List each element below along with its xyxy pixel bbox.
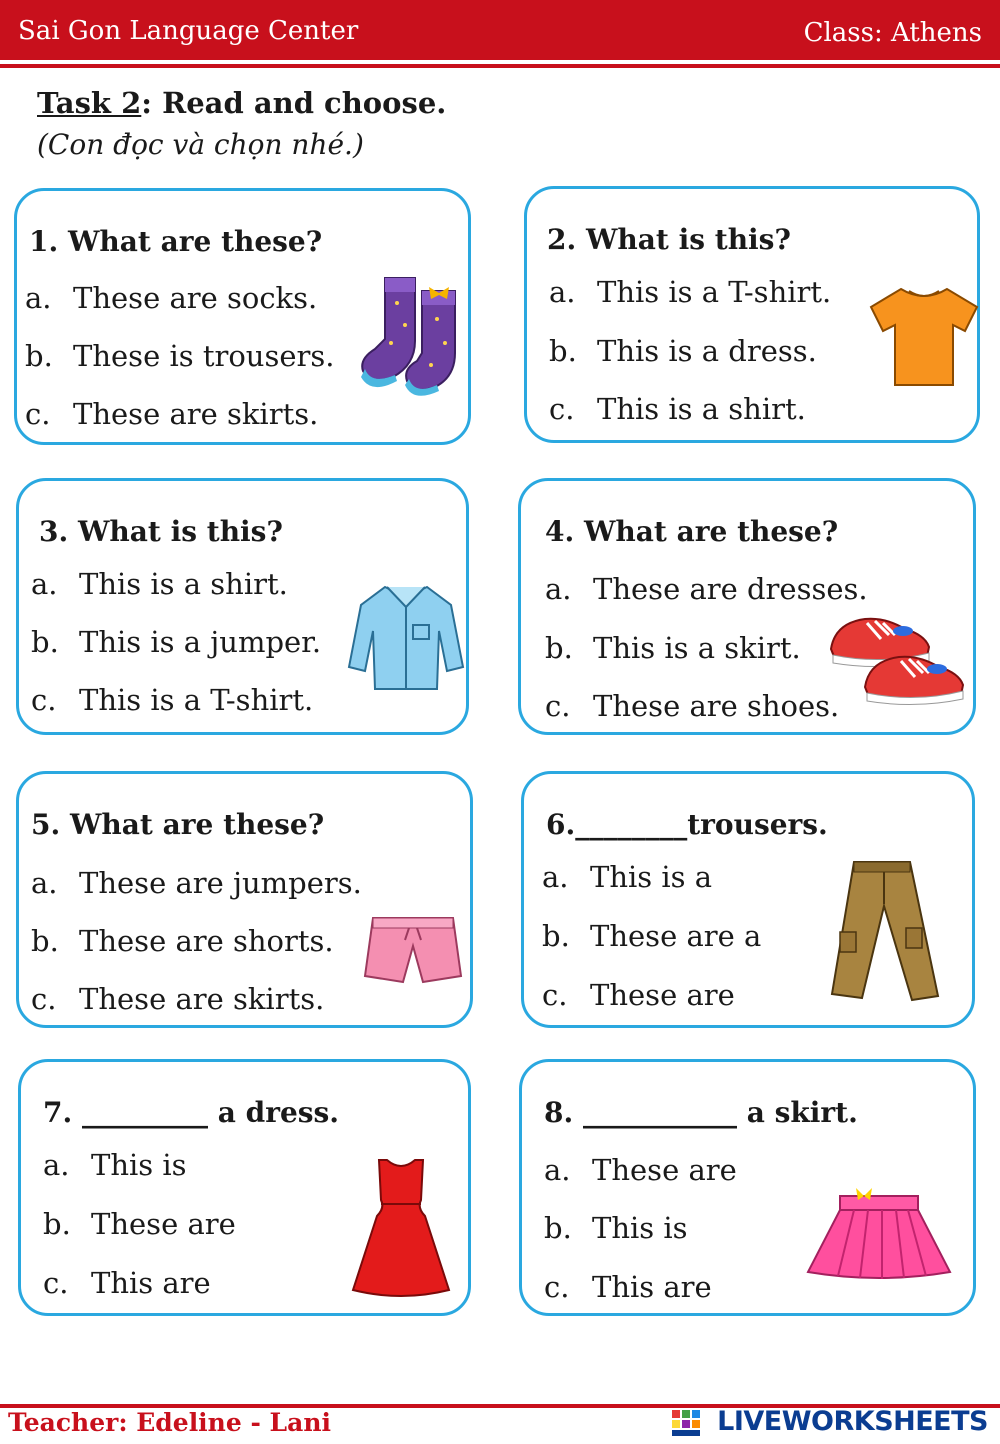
trousers-picture — [826, 858, 942, 1004]
option-c[interactable]: c. This is a T-shirt. — [31, 683, 314, 717]
tshirt-picture — [869, 285, 979, 390]
question-text: 1. What are these? — [29, 225, 323, 258]
school-name: Sai Gon Language Center — [18, 16, 359, 46]
question-card-4 — [518, 478, 976, 735]
task-subtitle: (Con đọc và chọn nhé.) — [37, 128, 364, 161]
shirt-picture — [347, 581, 465, 693]
option-b[interactable]: b. This is — [544, 1211, 688, 1245]
option-a[interactable]: a. This is a — [542, 860, 713, 894]
option-b[interactable]: b. This is a jumper. — [31, 625, 322, 659]
option-b[interactable]: b. This is a dress. — [549, 334, 817, 368]
question-card-3 — [16, 478, 469, 735]
class-label: Class: Athens — [803, 18, 982, 48]
option-c[interactable]: c. These are skirts. — [25, 397, 319, 431]
option-a[interactable]: a. These are dresses. — [545, 572, 868, 606]
dress-picture — [351, 1156, 451, 1302]
option-b[interactable]: b. These are shorts. — [31, 924, 334, 958]
option-c[interactable]: c. These are skirts. — [31, 982, 325, 1016]
option-a[interactable]: a. These are — [544, 1153, 737, 1187]
skirt-picture — [804, 1184, 954, 1282]
shoes-picture — [825, 609, 971, 709]
option-c[interactable]: c. This are — [544, 1270, 712, 1304]
task-number: Task 2 — [37, 86, 142, 120]
question-card-5 — [16, 771, 473, 1028]
option-c[interactable]: c. This are — [43, 1266, 211, 1300]
option-b[interactable]: b. This is a skirt. — [545, 631, 801, 665]
option-a[interactable]: a. This is a T-shirt. — [549, 275, 832, 309]
option-b[interactable]: b. These is trousers. — [25, 339, 335, 373]
question-text: 4. What are these? — [545, 515, 839, 548]
question-text: 6.________trousers. — [546, 808, 828, 841]
option-a[interactable]: a. This is — [43, 1148, 187, 1182]
option-c[interactable]: c. These are shoes. — [545, 689, 840, 723]
liveworksheets-logo-icon — [672, 1410, 700, 1436]
liveworksheets-brand[interactable]: LIVEWORKSHEETS — [717, 1406, 988, 1437]
question-card-6 — [521, 771, 975, 1028]
option-c[interactable]: c. This is a shirt. — [549, 392, 806, 426]
option-c[interactable]: c. These are — [542, 978, 735, 1012]
question-card-7 — [18, 1059, 471, 1316]
option-a[interactable]: a. These are socks. — [25, 281, 318, 315]
header-bar — [0, 0, 1000, 60]
question-text-8: 8. ___________ a skirt. — [544, 1096, 858, 1129]
question-text: 5. What are these? — [31, 808, 325, 841]
option-b[interactable]: b. These are — [43, 1207, 236, 1241]
task-instruction: : Read and choose. — [141, 86, 447, 120]
question-card-8 — [519, 1059, 976, 1316]
question-text: 7. _________ a dress. — [43, 1096, 340, 1129]
question-text: 3. What is this? — [39, 515, 283, 548]
question-text: 2. What is this? — [547, 223, 791, 256]
question-card-2 — [524, 186, 980, 443]
shorts-picture — [363, 914, 463, 986]
option-a[interactable]: a. These are jumpers. — [31, 866, 362, 900]
question-card-1 — [14, 188, 471, 445]
option-a[interactable]: a. This is a shirt. — [31, 567, 288, 601]
question-text — [544, 1096, 858, 1129]
socks-picture — [357, 273, 472, 398]
option-b[interactable]: b. These are a — [542, 919, 762, 953]
teacher-name: Teacher: Edeline - Lani — [8, 1408, 331, 1437]
task-title — [37, 86, 446, 120]
header-divider — [0, 64, 1000, 68]
